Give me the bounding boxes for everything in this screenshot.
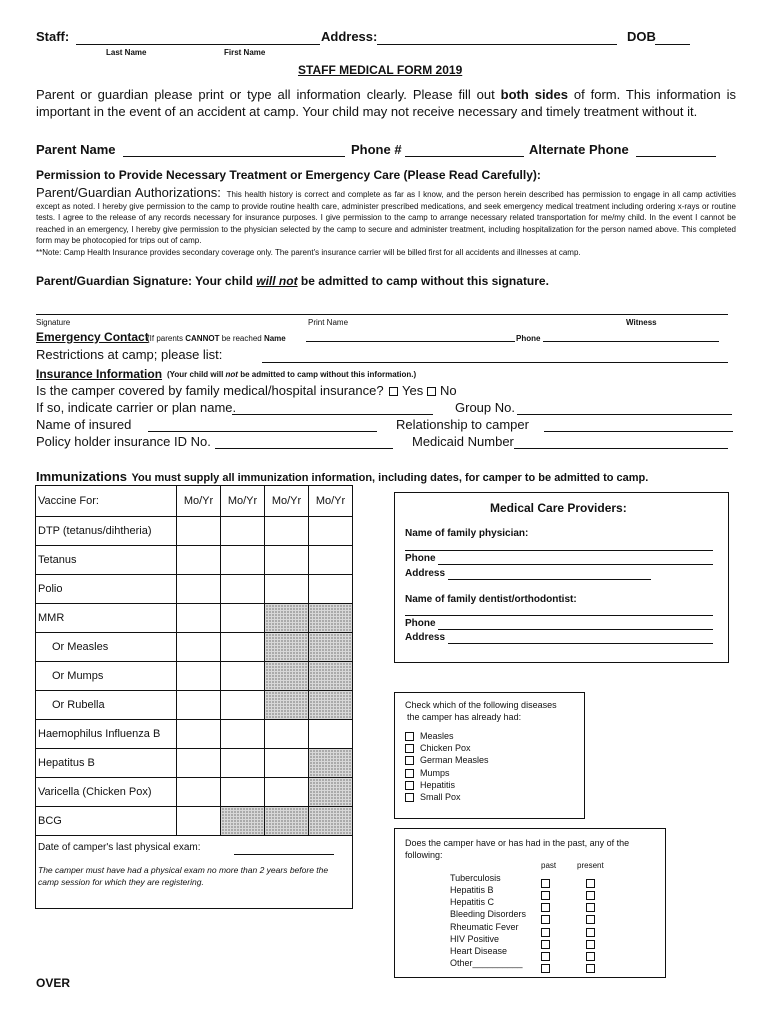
checkbox-icon[interactable] bbox=[427, 387, 436, 396]
carrier-field[interactable] bbox=[232, 401, 433, 415]
dentist-phone-label: Phone bbox=[405, 618, 436, 629]
date-cell[interactable] bbox=[177, 546, 221, 575]
table-row bbox=[36, 836, 353, 909]
vaccine-name: Or Measles bbox=[36, 633, 177, 662]
date-header: Mo/Yr bbox=[309, 486, 353, 517]
carrier-label: If so, indicate carrier or plan name. bbox=[36, 400, 237, 415]
date-cell[interactable] bbox=[265, 749, 309, 778]
physician-name-field[interactable] bbox=[405, 540, 713, 551]
parent-phone-label: Phone # bbox=[351, 142, 402, 157]
group-no-field[interactable] bbox=[517, 401, 732, 415]
date-cell[interactable] bbox=[221, 604, 265, 633]
vaccine-name: Hepatitus B bbox=[36, 749, 177, 778]
providers-title: Medical Care Providers: bbox=[490, 501, 627, 515]
vaccine-name: MMR bbox=[36, 604, 177, 633]
date-cell[interactable] bbox=[265, 778, 309, 807]
history-box bbox=[394, 828, 666, 978]
insurance-no-option[interactable]: No bbox=[427, 383, 457, 398]
diseases-intro: Check which of the following diseases bbox=[405, 700, 557, 710]
shaded-cell bbox=[309, 604, 353, 633]
disease-item[interactable]: Measles bbox=[405, 731, 454, 741]
witness-caption: Witness bbox=[626, 318, 657, 327]
date-cell[interactable] bbox=[309, 546, 353, 575]
table-row bbox=[36, 662, 353, 691]
shaded-cell bbox=[265, 662, 309, 691]
insured-name-label: Name of insured bbox=[36, 417, 132, 432]
medical-providers-box bbox=[394, 492, 729, 663]
physician-address-field[interactable] bbox=[448, 569, 651, 580]
insurance-label: Insurance Information bbox=[36, 367, 163, 381]
physical-exam-cell bbox=[36, 836, 353, 909]
parent-name-field[interactable] bbox=[123, 142, 345, 157]
shaded-cell bbox=[221, 807, 265, 836]
table-row bbox=[36, 633, 353, 662]
date-header: Mo/Yr bbox=[177, 486, 221, 517]
table-row bbox=[36, 749, 353, 778]
date-cell[interactable] bbox=[221, 720, 265, 749]
insured-name-field[interactable] bbox=[148, 418, 377, 432]
vaccine-name: Tetanus bbox=[36, 546, 177, 575]
disease-item[interactable]: Chicken Pox bbox=[405, 743, 471, 753]
date-cell[interactable] bbox=[265, 720, 309, 749]
immunizations-heading: Immunizations You must supply all immunization information, including dates, for camper to be admitted to camp. bbox=[36, 469, 649, 484]
table-row bbox=[36, 691, 353, 720]
checkbox-icon[interactable] bbox=[586, 915, 595, 924]
signature-line[interactable] bbox=[36, 300, 728, 315]
dentist-label: Name of family dentist/orthodontist: bbox=[405, 594, 577, 605]
physician-phone-field[interactable] bbox=[438, 554, 713, 565]
first-name-caption: First Name bbox=[224, 48, 266, 57]
date-cell[interactable] bbox=[309, 517, 353, 546]
parent-name-label: Parent Name bbox=[36, 142, 116, 157]
present-checkbox[interactable] bbox=[586, 960, 601, 978]
alternate-phone-label: Alternate Phone bbox=[529, 142, 629, 157]
date-cell[interactable] bbox=[177, 691, 221, 720]
checkbox-icon[interactable] bbox=[586, 964, 595, 973]
date-cell[interactable] bbox=[177, 720, 221, 749]
history-item: Bleeding Disorders bbox=[450, 909, 527, 919]
dob-field[interactable] bbox=[655, 30, 690, 45]
checkbox-icon[interactable] bbox=[405, 793, 414, 802]
physical-exam-label: Date of camper's last physical exam: bbox=[38, 842, 201, 853]
history-item-other[interactable]: Other__________ bbox=[450, 958, 523, 968]
physical-exam-note: The camper must have had a physical exam no more than 2 years before the camp session for which they are registering. bbox=[38, 865, 329, 887]
disease-item[interactable]: German Measles bbox=[405, 755, 489, 765]
date-cell[interactable] bbox=[177, 575, 221, 604]
insurance-covered-question: Is the camper covered by family medical/hospital insurance? bbox=[36, 383, 384, 398]
immunization-table bbox=[35, 485, 353, 909]
address-label: Address: bbox=[321, 29, 378, 44]
date-cell[interactable] bbox=[221, 662, 265, 691]
physician-address-label: Address bbox=[405, 568, 446, 579]
shaded-cell bbox=[309, 633, 353, 662]
shaded-cell bbox=[309, 691, 353, 720]
alternate-phone-field[interactable] bbox=[636, 142, 716, 157]
vaccine-name: Or Rubella bbox=[36, 691, 177, 720]
insurance-yes-option[interactable]: Yes bbox=[389, 383, 423, 398]
physician-label: Name of family physician: bbox=[405, 528, 529, 539]
disease-item[interactable]: Hepatitis bbox=[405, 780, 455, 790]
permission-text: Parent/Guardian Authorizations: This health history is correct and complete as far as I know, and the person herein described has permission to engage in all camp activities except as noted. I hereby give permission to the camp to provide routine health care, administer prescribed medications, and seek emergency medical treatment including ordering x-rays or routine tests. I agree to the release of any records necessary for insurance purposes. I give permission to the camp to arrange necessary related transportation for me/my child. In the event I cannot be reached in an emergency, I hereby give permission to the physician selected by the camp to secure and administer treatment, including hospitalization for the person named above. This completed form may be photocopied for trips out of camp. **Note: Camp Health Insurance provides secondary coverage only. The parent's insurance carrier will be billed first for all accidents and illnesses at camp. bbox=[36, 185, 736, 257]
history-item: Tuberculosis bbox=[450, 873, 501, 883]
date-cell[interactable] bbox=[221, 691, 265, 720]
over-label: OVER bbox=[36, 976, 71, 990]
insurance-note: (Your child will not be admitted to camp without this information.) bbox=[167, 370, 417, 379]
table-row bbox=[36, 720, 353, 749]
dentist-name-field[interactable] bbox=[405, 605, 713, 616]
vaccine-name: BCG bbox=[36, 807, 177, 836]
vaccine-name: Or Mumps bbox=[36, 662, 177, 691]
parent-phone-field[interactable] bbox=[405, 142, 524, 157]
medicaid-label: Medicaid Number bbox=[412, 434, 514, 449]
checkbox-icon[interactable] bbox=[405, 781, 414, 790]
policy-id-label: Policy holder insurance ID No. bbox=[36, 434, 211, 449]
checkbox-icon[interactable] bbox=[405, 769, 414, 778]
restrictions-label: Restrictions at camp; please list: bbox=[36, 347, 223, 362]
signature-heading: Parent/Guardian Signature: Your child will not be admitted to camp without this signature. bbox=[36, 274, 549, 288]
physician-phone-label: Phone bbox=[405, 553, 436, 564]
date-cell[interactable] bbox=[265, 517, 309, 546]
emergency-contact-label: Emergency Contact bbox=[36, 330, 149, 344]
checkbox-icon[interactable] bbox=[405, 744, 414, 753]
disease-item[interactable]: Small Pox bbox=[405, 792, 461, 802]
relationship-field[interactable] bbox=[544, 418, 733, 432]
shaded-cell bbox=[309, 778, 353, 807]
checkbox-icon[interactable] bbox=[405, 732, 414, 741]
date-cell[interactable] bbox=[177, 662, 221, 691]
history-item: Hepatitis C bbox=[450, 897, 495, 907]
address-field[interactable] bbox=[377, 30, 617, 45]
dentist-phone-field[interactable] bbox=[438, 619, 713, 630]
history-item: Hepatitis B bbox=[450, 885, 494, 895]
vaccine-name: Haemophilus Influenza B bbox=[36, 720, 177, 749]
vaccine-header: Vaccine For: bbox=[36, 486, 177, 517]
table-row bbox=[36, 778, 353, 807]
diseases-box bbox=[394, 692, 585, 819]
vaccine-name: Varicella (Chicken Pox) bbox=[36, 778, 177, 807]
shaded-cell bbox=[309, 662, 353, 691]
table-row bbox=[36, 546, 353, 575]
staff-name-field[interactable] bbox=[76, 30, 320, 45]
restrictions-field[interactable] bbox=[262, 349, 728, 363]
dob-label: DOB bbox=[627, 29, 656, 44]
date-header: Mo/Yr bbox=[265, 486, 309, 517]
date-cell[interactable] bbox=[177, 517, 221, 546]
dentist-address-field[interactable] bbox=[448, 633, 713, 644]
shaded-cell bbox=[309, 807, 353, 836]
history-item: Rheumatic Fever bbox=[450, 922, 519, 932]
checkbox-icon[interactable] bbox=[405, 756, 414, 765]
shaded-cell bbox=[265, 691, 309, 720]
dentist-address-label: Address bbox=[405, 632, 446, 643]
medicaid-field[interactable] bbox=[514, 435, 728, 449]
vaccine-name: Polio bbox=[36, 575, 177, 604]
history-item: HIV Positive bbox=[450, 934, 500, 944]
history-item: Heart Disease bbox=[450, 946, 508, 956]
date-cell[interactable] bbox=[221, 575, 265, 604]
staff-label: Staff: bbox=[36, 29, 70, 44]
relationship-label: Relationship to camper bbox=[396, 417, 529, 432]
table-row bbox=[36, 604, 353, 633]
date-cell[interactable] bbox=[177, 633, 221, 662]
diseases-intro-2: the camper has already had: bbox=[407, 712, 522, 722]
table-row bbox=[36, 517, 353, 546]
emergency-phone-label: Phone bbox=[516, 334, 541, 343]
print-name-caption: Print Name bbox=[308, 318, 349, 327]
shaded-cell bbox=[265, 604, 309, 633]
permission-heading: Permission to Provide Necessary Treatment or Emergency Care (Please Read Carefully): bbox=[36, 168, 541, 182]
date-cell[interactable] bbox=[309, 720, 353, 749]
date-cell[interactable] bbox=[309, 575, 353, 604]
shaded-cell bbox=[265, 633, 309, 662]
table-row bbox=[36, 575, 353, 604]
table-row bbox=[36, 807, 353, 836]
last-name-caption: Last Name bbox=[106, 48, 147, 57]
past-header: past bbox=[541, 861, 557, 870]
date-cell[interactable] bbox=[221, 546, 265, 575]
date-cell[interactable] bbox=[177, 749, 221, 778]
history-question: Does the camper have or has had in the past, any of the following: bbox=[405, 838, 630, 860]
shaded-cell bbox=[265, 807, 309, 836]
disease-item[interactable]: Mumps bbox=[405, 768, 450, 778]
shaded-cell bbox=[309, 749, 353, 778]
date-header: Mo/Yr bbox=[221, 486, 265, 517]
emergency-phone-field[interactable] bbox=[543, 332, 719, 342]
emergency-name-field[interactable] bbox=[306, 332, 515, 342]
form-title: STAFF MEDICAL FORM 2019 bbox=[298, 63, 463, 77]
group-no-label: Group No. bbox=[455, 400, 515, 415]
date-cell[interactable] bbox=[177, 604, 221, 633]
authorizations-subheading: Parent/Guardian Authorizations: bbox=[36, 185, 221, 200]
signature-caption: Signature bbox=[36, 318, 71, 327]
date-cell[interactable] bbox=[221, 778, 265, 807]
emergency-note: (If parents CANNOT be reached Name bbox=[147, 334, 286, 343]
checkbox-icon[interactable] bbox=[389, 387, 398, 396]
intro-paragraph: Parent or guardian please print or type all information clearly. Please fill out both sides of form. This information is important in the event of an accident at camp. Your child may not receive necessary and timely treatment without it. bbox=[36, 87, 736, 119]
physical-exam-date-field[interactable] bbox=[234, 842, 334, 855]
present-header: present bbox=[577, 861, 604, 870]
checkbox-icon[interactable] bbox=[541, 964, 550, 973]
vaccine-name: DTP (tetanus/dihtheria) bbox=[36, 517, 177, 546]
date-cell[interactable] bbox=[265, 546, 309, 575]
checkbox-icon[interactable] bbox=[541, 915, 550, 924]
date-cell[interactable] bbox=[177, 807, 221, 836]
date-cell[interactable] bbox=[265, 575, 309, 604]
date-cell[interactable] bbox=[221, 749, 265, 778]
date-cell[interactable] bbox=[221, 517, 265, 546]
policy-id-field[interactable] bbox=[215, 435, 393, 449]
date-cell[interactable] bbox=[221, 633, 265, 662]
past-checkbox[interactable] bbox=[541, 960, 556, 978]
date-cell[interactable] bbox=[177, 778, 221, 807]
